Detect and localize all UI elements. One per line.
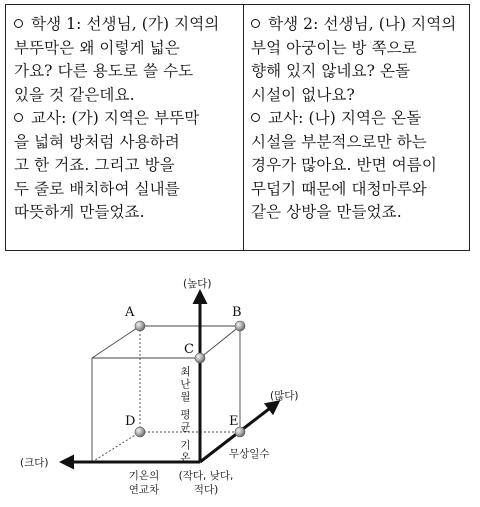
dialog-table xyxy=(5,4,470,251)
point-c xyxy=(195,353,205,363)
axis-up-label: (높다) xyxy=(183,278,212,290)
left-line-9: 따뜻하게 만들었죠. xyxy=(14,203,145,221)
left-column xyxy=(14,13,236,225)
cube-diagram-svg xyxy=(0,262,480,507)
diagonal-axis-name: 무상일수 xyxy=(229,448,270,460)
right-line-2: 부엌 아궁이는 방 쪽으로 xyxy=(251,38,417,57)
right-line-4: 시설이 없나요? xyxy=(251,85,355,104)
bullet-icon xyxy=(14,113,23,122)
left-line-4: 있을 것 같은데요. xyxy=(14,85,135,104)
origin-label-line2: 적다) xyxy=(193,484,219,496)
right-text-5: 교사: (나) 지역은 온돌 xyxy=(268,109,422,127)
cube-side-edges xyxy=(92,326,240,465)
cube-edge xyxy=(92,432,140,462)
point-c-label: C xyxy=(184,342,194,357)
left-line-2: 부뚜막은 왜 이렇게 넓은 xyxy=(14,38,180,57)
left-line-6: 을 넓혀 방처럼 사용하려 xyxy=(14,132,180,151)
horizontal-axis-name-line2: 연교차 xyxy=(128,484,160,496)
right-text-1: 학생 2: 선생님, (나) 지역의 xyxy=(268,15,457,33)
column-divider xyxy=(243,5,244,250)
cube-edge xyxy=(200,326,240,358)
cube-diagram xyxy=(0,262,480,507)
left-line-1 xyxy=(14,13,236,37)
bullet-icon xyxy=(251,19,260,28)
point-a-label: A xyxy=(125,305,135,320)
axis-right-label: (많다) xyxy=(270,390,299,402)
vertical-axis-name: 최난월 평균 기온 xyxy=(179,366,191,465)
left-text-1: 학생 1: 선생님, (가) 지역의 xyxy=(31,15,220,33)
left-line-8: 두 줄로 배치하여 실내를 xyxy=(14,179,180,198)
right-line-9: 같은 상방을 만들었죠. xyxy=(251,203,402,221)
point-e-label: E xyxy=(229,414,239,429)
right-line-1 xyxy=(251,13,463,37)
right-line-5 xyxy=(251,107,463,131)
right-line-3: 향해 있지 않네요? 온돌 xyxy=(251,62,411,80)
point-d xyxy=(135,427,145,437)
right-line-8: 무덥기 때문에 대청마루와 xyxy=(251,179,427,198)
axis-left-label: (크다) xyxy=(20,457,49,469)
point-a xyxy=(135,321,145,331)
left-line-3: 가요? 다른 용도로 쓸 수도 xyxy=(14,62,194,80)
left-text-5: 교사: (가) 지역은 부뚜막 xyxy=(31,109,200,127)
left-line-7: 고 한 거죠. 그리고 방을 xyxy=(14,156,175,174)
horizontal-axis-name-line1: 기온의 xyxy=(128,470,160,482)
right-line-6: 시설을 부분적으로만 하는 xyxy=(251,132,427,151)
left-line-5 xyxy=(14,107,236,131)
cube-edge xyxy=(92,326,140,358)
point-b xyxy=(235,321,245,331)
right-column xyxy=(251,13,463,225)
bullet-icon xyxy=(251,113,260,122)
point-b-label: B xyxy=(232,305,242,320)
origin-label-line1: (작다, 낮다, xyxy=(178,470,234,482)
point-d-label: D xyxy=(125,414,136,429)
bullet-icon xyxy=(14,19,23,28)
right-line-7: 경우가 많아요. 반면 여름이 xyxy=(251,156,437,174)
